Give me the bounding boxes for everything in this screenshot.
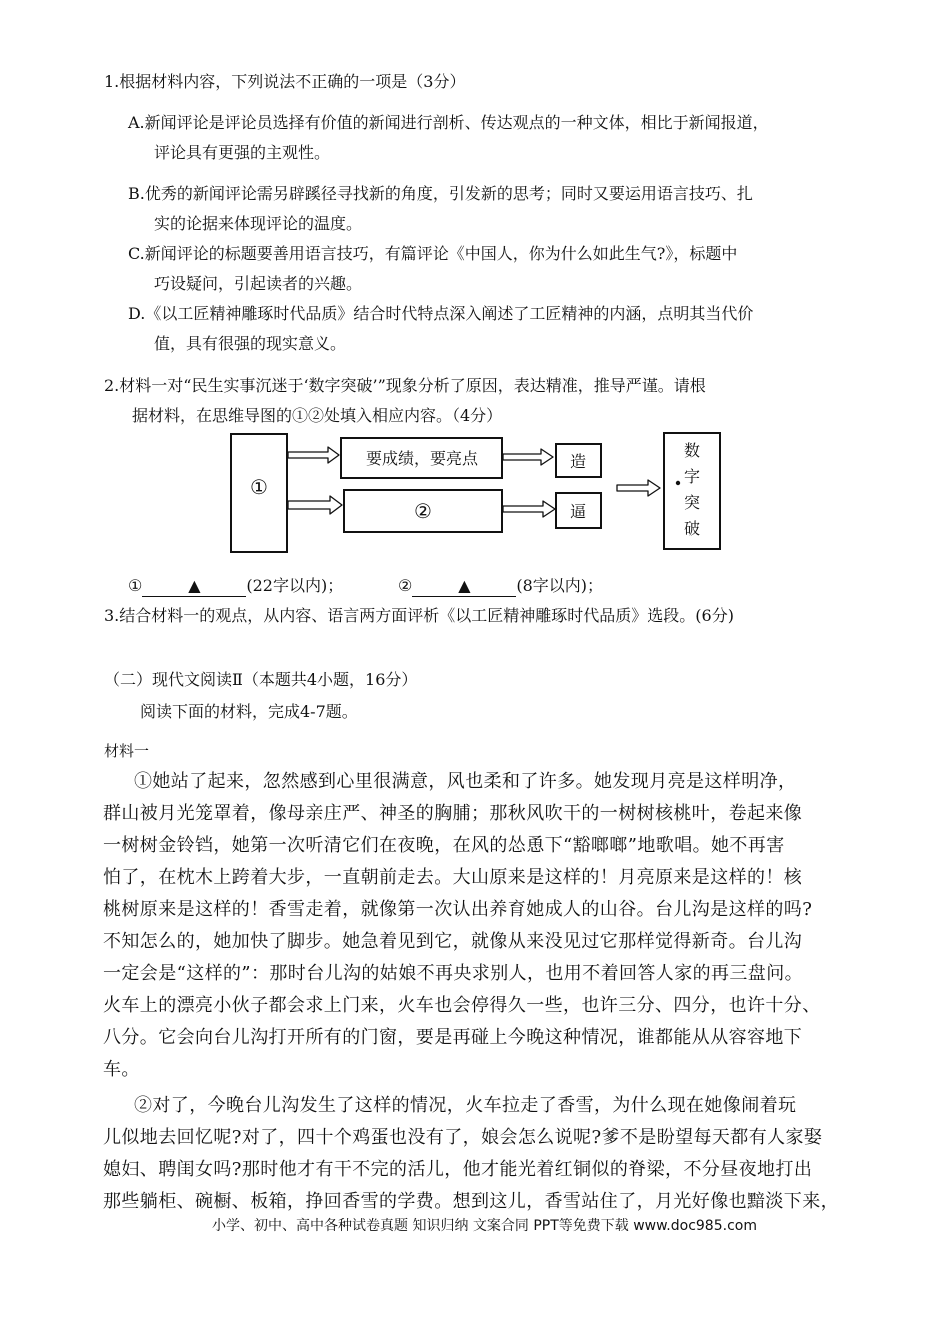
q1-option-d-line2: 值，具有很强的现实意义。 [154,334,347,353]
para2-line4: 那些躺柜、碗橱、板箱，挣回香雪的学费。想到这儿，香雪站住了，月光好像也黯淡下来， [103,1191,839,1212]
q1-option-a-line2: 评论具有更强的主观性。 [154,143,331,162]
final-char-1: 数 [683,441,701,460]
arrow-to-final [617,480,660,496]
q2-answer-row [128,576,343,597]
para1-line4: 怕了，在枕木上跨着大步，一直朝前走去。大山原来是这样的！月亮原来是这样的！核 [103,867,803,888]
para1-line9: 八分。它会向台儿沟打开所有的门窗，要是再碰上今晚这种情况，谁都能从从容容地下 [103,1027,803,1048]
blank-2-mark: ▲ [458,576,471,595]
para1-line3: 一树树金铃铛，她第一次听清它们在夜晚，在风的怂恿下“豁啷啷”地歌唱。她不再害 [103,835,785,856]
q2-answer-row-2 [398,576,603,597]
para1-line5: 桃树原来是这样的！香雪走着，就像第一次认出养育她成人的山谷。台儿沟是这样的吗? [103,899,813,920]
blank-1-mark: ▲ [188,576,201,595]
blank-1[interactable] [142,576,246,597]
mind-map-box-2-label: ② [414,499,432,523]
para1-line2: 群山被月光笼罩着，像母亲庄严、神圣的胸脯；那秋风吹干的一树树核桃叶，卷起来像 [103,803,803,824]
mind-map-box-zao-label: 造 [569,452,587,471]
para2-line2: 儿似地去回忆呢?对了，四十个鸡蛋也没有了，娘会怎么说呢?爹不是盼望每天都有人家娶 [103,1127,823,1148]
q2-stem-line1: 2.材料一对“民生实事沉迷于‘数字突破’”现象分析了原因，表达精准，推导严谨。请根 [104,376,706,395]
para1-line10: 车。 [103,1059,140,1080]
q1-option-c-line1: C.新闻评论的标题要善用语言技巧，有篇评论《中国人，你为什么如此生气?》，标题中 [128,244,738,263]
footer-text: 小学、初中、高中各种试卷真题 知识归纳 文案合同 PPT等免费下载 www.doc985.com [212,1218,757,1234]
q3-stem: 3.结合材料一的观点，从内容、语言两方面评析《以工匠精神雕琢时代品质》选段。(6分) [104,606,734,625]
para1-line8: 火车上的漂亮小伙子都会求上门来，火车也会停得久一些，也许三分、四分，也许十分、 [103,995,821,1016]
q1-option-b-line1: B.优秀的新闻评论需另辟蹊径寻找新的角度，引发新的思考；同时又要运用语言技巧、扎 [128,184,753,203]
section-instruction: 阅读下面的材料，完成4-7题。 [140,702,358,721]
final-dot [676,481,680,485]
arrow-1-to-bottom [288,496,342,514]
q1-option-a-line1: A.新闻评论是评论员选择有价值的新闻进行剖析、传达观点的一种文体，相比于新闻报道， [128,113,769,132]
mind-map-box-1-label: ① [250,475,268,499]
blank-2-note: (8字以内)； [516,576,604,595]
mind-map-diagram [0,428,950,568]
blank-2-label: ② [398,576,413,595]
q1-option-c-line2: 巧设疑问，引起读者的兴趣。 [154,274,363,293]
arrow-top-to-zao [503,449,553,465]
final-char-3: 突 [683,493,701,512]
para1-line7: 一定会是“这样的”：那时台儿沟的姑娘不再央求别人，也用不着回答人家的再三盘问。 [103,963,804,984]
para1-line1: ①她站了起来，忽然感到心里很满意，风也柔和了许多。她发现月亮是这样明净， [134,771,797,792]
para1-line6: 不知怎么的，她加快了脚步。她急着见到它，就像从来没见过它那样觉得新奇。台儿沟 [103,931,803,952]
mind-map-box-bi-label: 逼 [569,502,587,521]
mind-map-box-top-label: 要成绩，要亮点 [365,449,479,468]
arrow-bottom-to-bi [503,501,555,517]
final-char-4: 破 [683,519,701,538]
final-char-2: 字 [683,467,701,486]
blank-2[interactable] [412,576,516,597]
arrow-1-to-top [288,447,339,463]
para2-line1: ②对了，今晚台儿沟发生了这样的情况，火车拉走了香雪，为什么现在她像闹着玩 [134,1095,797,1116]
material-label: 材料一 [104,742,150,760]
para2-line3: 媳妇、聘闺女吗?那时他才有干不完的活儿，他才能光着红铜似的脊梁，不分昼夜地打出 [103,1159,813,1180]
section-title: （二）现代文阅读Ⅱ（本题共4小题，16分） [104,670,418,689]
q1-option-b-line2: 实的论据来体现评论的温度。 [154,214,363,233]
q1-stem: 1.根据材料内容，下列说法不正确的一项是（3分） [104,72,466,91]
blank-1-note: (22字以内)； [246,576,344,595]
q2-stem-line2: 据材料，在思维导图的①②处填入相应内容。（4分） [132,406,503,425]
blank-1-label: ① [128,576,143,595]
q1-option-d-line1: D.《以工匠精神雕琢时代品质》结合时代特点深入阐述了工匠精神的内涵，点明其当代价 [128,304,754,323]
